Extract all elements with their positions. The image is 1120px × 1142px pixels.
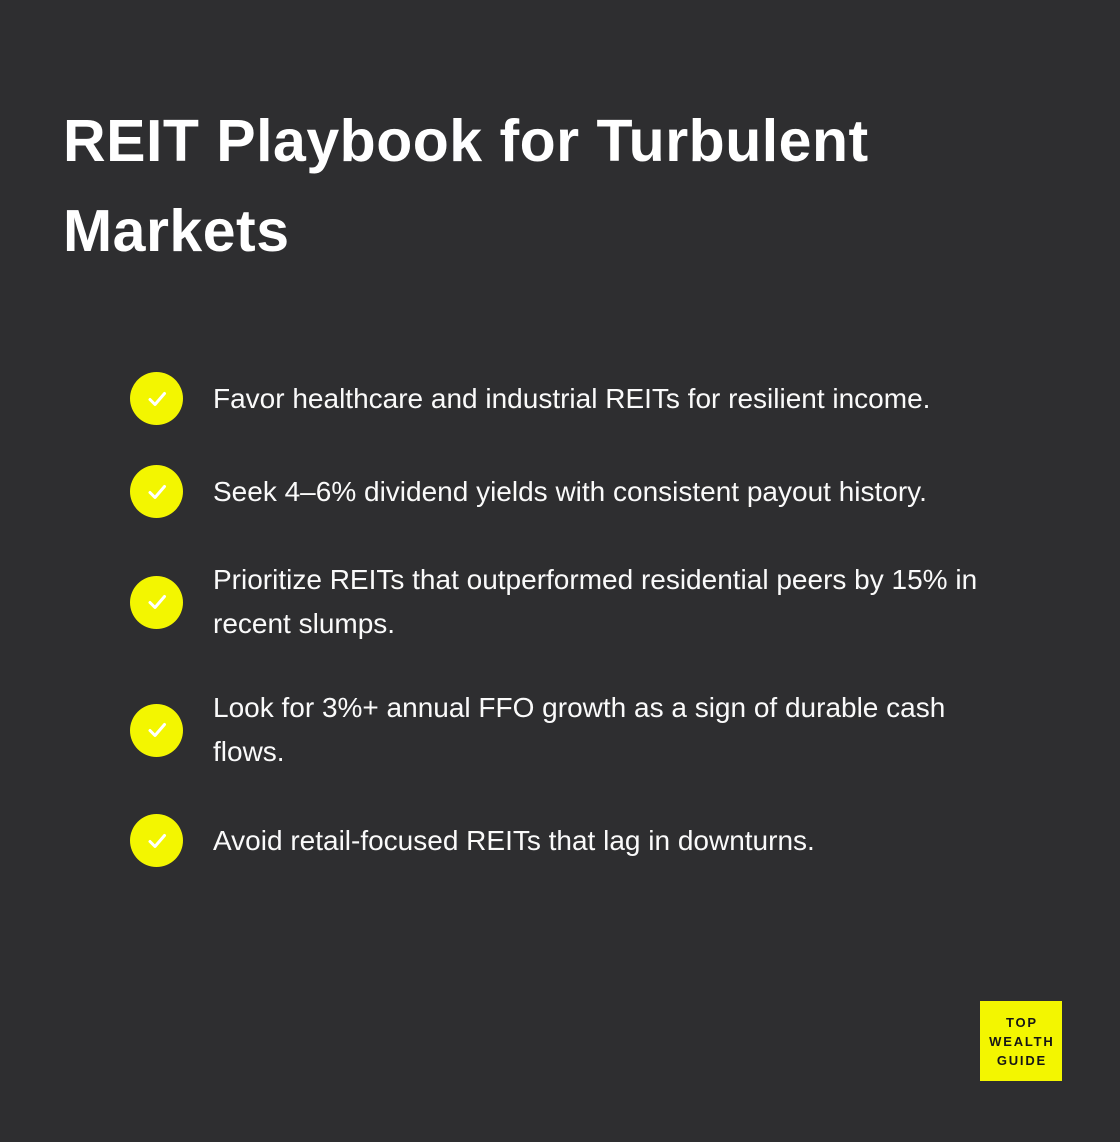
checklist-item (130, 465, 1033, 518)
checklist-item-text: Avoid retail-focused REITs that lag in downturns. (213, 824, 815, 856)
logo-line-wealth: WEALTH (989, 1033, 1055, 1049)
brand-logo (980, 1001, 1062, 1081)
check-icon (130, 814, 183, 867)
checklist-item-text: Seek 4–6% dividend yields with consistent payout history. (213, 475, 927, 507)
logo-line-guide: GUIDE (996, 1052, 1047, 1068)
logo-line-top: TOP (1005, 1014, 1038, 1030)
checklist (130, 372, 1033, 867)
checklist-item (130, 686, 1033, 774)
page-title: REIT Playbook for Turbulent Markets (63, 108, 869, 264)
check-icon (130, 465, 183, 518)
checklist-item-text: Look for 3%+ annual FFO growth as a sign of durable cash flows. (213, 692, 946, 767)
check-icon (130, 704, 183, 757)
checklist-item-text: Favor healthcare and industrial REITs for resilient income. (213, 382, 931, 414)
checklist-item (130, 558, 1033, 646)
checklist-item (130, 814, 1033, 867)
check-icon (130, 372, 183, 425)
checklist-item (130, 372, 1033, 425)
check-icon (130, 576, 183, 629)
checklist-item-text: Prioritize REITs that outperformed residential peers by 15% in recent slumps. (213, 564, 978, 639)
